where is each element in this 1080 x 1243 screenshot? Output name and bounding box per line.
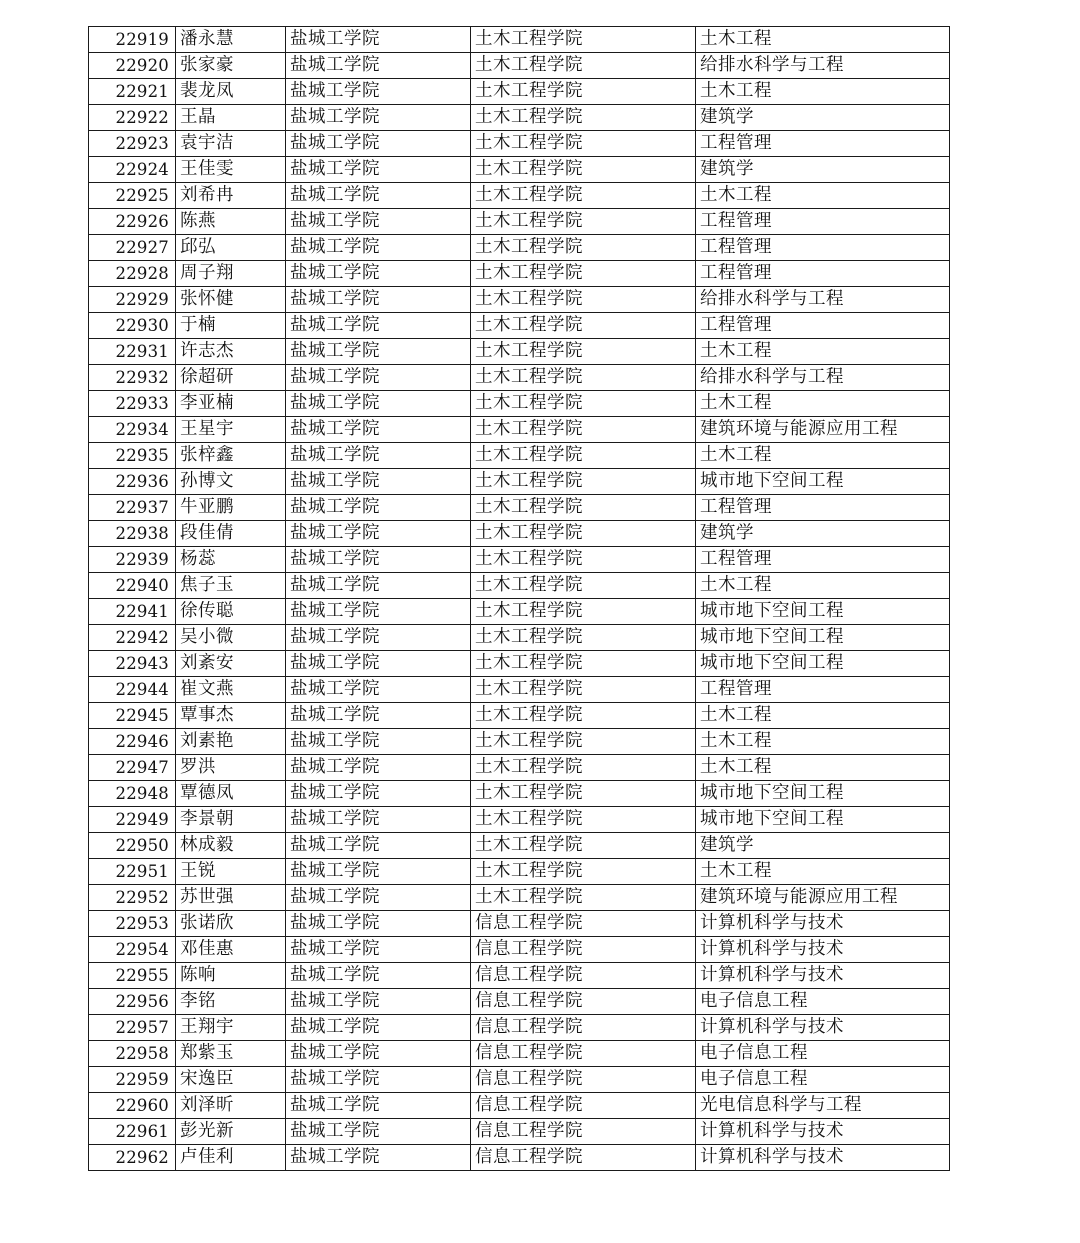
cell-college: 土木工程学院 [471, 183, 696, 209]
cell-id: 22951 [89, 859, 176, 885]
table-row [89, 157, 950, 183]
cell-name: 牛亚鹏 [176, 495, 286, 521]
cell-name: 徐传聪 [176, 599, 286, 625]
cell-school: 盐城工学院 [286, 703, 471, 729]
cell-college: 土木工程学院 [471, 807, 696, 833]
cell-school: 盐城工学院 [286, 911, 471, 937]
table-row [89, 417, 950, 443]
cell-college: 土木工程学院 [471, 443, 696, 469]
cell-school: 盐城工学院 [286, 209, 471, 235]
cell-major: 建筑环境与能源应用工程 [696, 885, 950, 911]
cell-college: 信息工程学院 [471, 963, 696, 989]
cell-id: 22936 [89, 469, 176, 495]
table-row [89, 859, 950, 885]
cell-major: 建筑学 [696, 157, 950, 183]
cell-id: 22928 [89, 261, 176, 287]
cell-major: 城市地下空间工程 [696, 625, 950, 651]
cell-name: 刘泽昕 [176, 1093, 286, 1119]
cell-id: 22957 [89, 1015, 176, 1041]
cell-id: 22942 [89, 625, 176, 651]
table-row [89, 235, 950, 261]
table-row [89, 131, 950, 157]
cell-major: 计算机科学与技术 [696, 1119, 950, 1145]
cell-id: 22929 [89, 287, 176, 313]
cell-name: 徐超研 [176, 365, 286, 391]
cell-school: 盐城工学院 [286, 391, 471, 417]
cell-major: 计算机科学与技术 [696, 937, 950, 963]
cell-name: 李景朝 [176, 807, 286, 833]
cell-college: 土木工程学院 [471, 599, 696, 625]
cell-major: 电子信息工程 [696, 1067, 950, 1093]
cell-name: 王晶 [176, 105, 286, 131]
cell-major: 土木工程 [696, 859, 950, 885]
cell-college: 土木工程学院 [471, 157, 696, 183]
cell-id: 22959 [89, 1067, 176, 1093]
table-row [89, 911, 950, 937]
cell-id: 22950 [89, 833, 176, 859]
cell-school: 盐城工学院 [286, 781, 471, 807]
cell-major: 电子信息工程 [696, 989, 950, 1015]
table-row [89, 443, 950, 469]
cell-college: 土木工程学院 [471, 781, 696, 807]
cell-school: 盐城工学院 [286, 729, 471, 755]
table-row [89, 313, 950, 339]
table-row [89, 1015, 950, 1041]
cell-name: 吴小微 [176, 625, 286, 651]
student-list-table [88, 26, 950, 1171]
cell-college: 土木工程学院 [471, 105, 696, 131]
cell-school: 盐城工学院 [286, 547, 471, 573]
cell-college: 土木工程学院 [471, 755, 696, 781]
table-row [89, 391, 950, 417]
cell-major: 工程管理 [696, 131, 950, 157]
cell-school: 盐城工学院 [286, 1041, 471, 1067]
cell-name: 焦子玉 [176, 573, 286, 599]
cell-college: 土木工程学院 [471, 313, 696, 339]
cell-college: 土木工程学院 [471, 651, 696, 677]
cell-id: 22934 [89, 417, 176, 443]
cell-college: 土木工程学院 [471, 209, 696, 235]
cell-school: 盐城工学院 [286, 339, 471, 365]
cell-name: 崔文燕 [176, 677, 286, 703]
cell-school: 盐城工学院 [286, 313, 471, 339]
cell-major: 工程管理 [696, 495, 950, 521]
cell-name: 孙博文 [176, 469, 286, 495]
table-row [89, 651, 950, 677]
cell-name: 于楠 [176, 313, 286, 339]
cell-id: 22927 [89, 235, 176, 261]
cell-id: 22930 [89, 313, 176, 339]
cell-name: 陈响 [176, 963, 286, 989]
cell-name: 王星宇 [176, 417, 286, 443]
table-row [89, 495, 950, 521]
cell-name: 刘素艳 [176, 729, 286, 755]
table-row [89, 625, 950, 651]
table-row [89, 469, 950, 495]
cell-school: 盐城工学院 [286, 183, 471, 209]
cell-college: 土木工程学院 [471, 235, 696, 261]
cell-name: 杨蕊 [176, 547, 286, 573]
cell-school: 盐城工学院 [286, 859, 471, 885]
table-row [89, 703, 950, 729]
cell-major: 城市地下空间工程 [696, 469, 950, 495]
cell-major: 城市地下空间工程 [696, 651, 950, 677]
cell-school: 盐城工学院 [286, 1093, 471, 1119]
cell-id: 22941 [89, 599, 176, 625]
cell-college: 土木工程学院 [471, 859, 696, 885]
cell-name: 王佳雯 [176, 157, 286, 183]
cell-name: 潘永慧 [176, 27, 286, 53]
cell-name: 刘希冉 [176, 183, 286, 209]
cell-id: 22955 [89, 963, 176, 989]
table-row [89, 729, 950, 755]
cell-name: 张诺欣 [176, 911, 286, 937]
cell-school: 盐城工学院 [286, 1119, 471, 1145]
cell-name: 段佳倩 [176, 521, 286, 547]
cell-college: 土木工程学院 [471, 521, 696, 547]
cell-name: 郑紫玉 [176, 1041, 286, 1067]
table-row [89, 79, 950, 105]
cell-name: 王锐 [176, 859, 286, 885]
cell-school: 盐城工学院 [286, 937, 471, 963]
cell-major: 土木工程 [696, 27, 950, 53]
cell-college: 土木工程学院 [471, 547, 696, 573]
cell-college: 土木工程学院 [471, 79, 696, 105]
cell-school: 盐城工学院 [286, 261, 471, 287]
cell-school: 盐城工学院 [286, 287, 471, 313]
cell-college: 土木工程学院 [471, 391, 696, 417]
table-row [89, 209, 950, 235]
cell-major: 土木工程 [696, 391, 950, 417]
table-row [89, 599, 950, 625]
cell-id: 22932 [89, 365, 176, 391]
cell-college: 土木工程学院 [471, 339, 696, 365]
cell-name: 裴龙凤 [176, 79, 286, 105]
table-row [89, 807, 950, 833]
cell-name: 王翔宇 [176, 1015, 286, 1041]
cell-name: 刘紊安 [176, 651, 286, 677]
cell-school: 盐城工学院 [286, 53, 471, 79]
cell-id: 22924 [89, 157, 176, 183]
cell-id: 22920 [89, 53, 176, 79]
cell-id: 22961 [89, 1119, 176, 1145]
cell-name: 陈燕 [176, 209, 286, 235]
cell-major: 工程管理 [696, 209, 950, 235]
cell-college: 土木工程学院 [471, 131, 696, 157]
cell-name: 邱弘 [176, 235, 286, 261]
cell-college: 土木工程学院 [471, 417, 696, 443]
table-row [89, 781, 950, 807]
cell-school: 盐城工学院 [286, 27, 471, 53]
table-row [89, 937, 950, 963]
cell-major: 工程管理 [696, 235, 950, 261]
cell-major: 工程管理 [696, 313, 950, 339]
cell-college: 土木工程学院 [471, 729, 696, 755]
cell-major: 土木工程 [696, 703, 950, 729]
cell-id: 22922 [89, 105, 176, 131]
cell-id: 22926 [89, 209, 176, 235]
cell-name: 卢佳利 [176, 1145, 286, 1171]
cell-college: 信息工程学院 [471, 1041, 696, 1067]
cell-id: 22952 [89, 885, 176, 911]
cell-id: 22931 [89, 339, 176, 365]
cell-school: 盐城工学院 [286, 1015, 471, 1041]
table-row [89, 677, 950, 703]
cell-id: 22945 [89, 703, 176, 729]
table-row [89, 1041, 950, 1067]
cell-major: 土木工程 [696, 729, 950, 755]
cell-college: 信息工程学院 [471, 1119, 696, 1145]
cell-major: 建筑学 [696, 105, 950, 131]
cell-name: 周子翔 [176, 261, 286, 287]
cell-school: 盐城工学院 [286, 573, 471, 599]
cell-id: 22940 [89, 573, 176, 599]
table-row [89, 339, 950, 365]
cell-college: 信息工程学院 [471, 1145, 696, 1171]
cell-major: 工程管理 [696, 677, 950, 703]
cell-school: 盐城工学院 [286, 469, 471, 495]
cell-college: 土木工程学院 [471, 287, 696, 313]
table-row [89, 1067, 950, 1093]
cell-school: 盐城工学院 [286, 443, 471, 469]
cell-major: 计算机科学与技术 [696, 963, 950, 989]
cell-major: 给排水科学与工程 [696, 287, 950, 313]
cell-school: 盐城工学院 [286, 521, 471, 547]
cell-school: 盐城工学院 [286, 235, 471, 261]
cell-school: 盐城工学院 [286, 989, 471, 1015]
table-row [89, 547, 950, 573]
cell-college: 土木工程学院 [471, 53, 696, 79]
table-row [89, 885, 950, 911]
cell-major: 土木工程 [696, 339, 950, 365]
cell-id: 22960 [89, 1093, 176, 1119]
cell-college: 土木工程学院 [471, 365, 696, 391]
cell-college: 土木工程学院 [471, 261, 696, 287]
cell-major: 电子信息工程 [696, 1041, 950, 1067]
cell-name: 覃事杰 [176, 703, 286, 729]
table-row [89, 521, 950, 547]
cell-major: 计算机科学与技术 [696, 1145, 950, 1171]
cell-name: 许志杰 [176, 339, 286, 365]
cell-name: 彭光新 [176, 1119, 286, 1145]
cell-school: 盐城工学院 [286, 625, 471, 651]
cell-id: 22956 [89, 989, 176, 1015]
cell-college: 信息工程学院 [471, 1015, 696, 1041]
cell-college: 土木工程学院 [471, 625, 696, 651]
table-row [89, 989, 950, 1015]
cell-id: 22946 [89, 729, 176, 755]
cell-school: 盐城工学院 [286, 157, 471, 183]
cell-id: 22939 [89, 547, 176, 573]
cell-id: 22954 [89, 937, 176, 963]
cell-id: 22944 [89, 677, 176, 703]
cell-id: 22921 [89, 79, 176, 105]
table-row [89, 833, 950, 859]
cell-college: 信息工程学院 [471, 1093, 696, 1119]
cell-college: 土木工程学院 [471, 495, 696, 521]
cell-name: 张家豪 [176, 53, 286, 79]
cell-school: 盐城工学院 [286, 417, 471, 443]
cell-school: 盐城工学院 [286, 963, 471, 989]
cell-id: 22947 [89, 755, 176, 781]
table-row [89, 183, 950, 209]
cell-id: 22925 [89, 183, 176, 209]
cell-school: 盐城工学院 [286, 79, 471, 105]
table-row [89, 27, 950, 53]
cell-major: 土木工程 [696, 79, 950, 105]
cell-school: 盐城工学院 [286, 1067, 471, 1093]
table-row [89, 53, 950, 79]
cell-school: 盐城工学院 [286, 495, 471, 521]
cell-id: 22948 [89, 781, 176, 807]
cell-name: 李亚楠 [176, 391, 286, 417]
cell-id: 22958 [89, 1041, 176, 1067]
cell-name: 宋逸臣 [176, 1067, 286, 1093]
cell-name: 罗洪 [176, 755, 286, 781]
cell-major: 城市地下空间工程 [696, 599, 950, 625]
table-row [89, 963, 950, 989]
cell-major: 建筑学 [696, 521, 950, 547]
cell-name: 李铭 [176, 989, 286, 1015]
cell-school: 盐城工学院 [286, 885, 471, 911]
cell-school: 盐城工学院 [286, 1145, 471, 1171]
cell-major: 建筑学 [696, 833, 950, 859]
cell-id: 22962 [89, 1145, 176, 1171]
cell-id: 22943 [89, 651, 176, 677]
cell-major: 工程管理 [696, 547, 950, 573]
cell-id: 22919 [89, 27, 176, 53]
cell-school: 盐城工学院 [286, 105, 471, 131]
cell-college: 土木工程学院 [471, 27, 696, 53]
cell-school: 盐城工学院 [286, 651, 471, 677]
cell-college: 信息工程学院 [471, 989, 696, 1015]
cell-id: 22935 [89, 443, 176, 469]
cell-college: 土木工程学院 [471, 833, 696, 859]
cell-name: 邓佳惠 [176, 937, 286, 963]
cell-major: 给排水科学与工程 [696, 53, 950, 79]
cell-major: 土木工程 [696, 183, 950, 209]
cell-school: 盐城工学院 [286, 599, 471, 625]
cell-id: 22923 [89, 131, 176, 157]
table-row [89, 365, 950, 391]
table-row [89, 573, 950, 599]
cell-major: 城市地下空间工程 [696, 781, 950, 807]
cell-college: 信息工程学院 [471, 937, 696, 963]
cell-name: 覃德凤 [176, 781, 286, 807]
cell-major: 给排水科学与工程 [696, 365, 950, 391]
table-row [89, 755, 950, 781]
cell-school: 盐城工学院 [286, 131, 471, 157]
cell-school: 盐城工学院 [286, 807, 471, 833]
cell-id: 22933 [89, 391, 176, 417]
cell-name: 张怀健 [176, 287, 286, 313]
cell-school: 盐城工学院 [286, 677, 471, 703]
cell-college: 土木工程学院 [471, 885, 696, 911]
cell-college: 土木工程学院 [471, 469, 696, 495]
cell-school: 盐城工学院 [286, 833, 471, 859]
cell-college: 土木工程学院 [471, 573, 696, 599]
cell-major: 工程管理 [696, 261, 950, 287]
table-row [89, 287, 950, 313]
cell-major: 土木工程 [696, 573, 950, 599]
table-row [89, 1119, 950, 1145]
cell-college: 土木工程学院 [471, 703, 696, 729]
table-row [89, 1145, 950, 1171]
cell-id: 22949 [89, 807, 176, 833]
table-row [89, 105, 950, 131]
cell-name: 苏世强 [176, 885, 286, 911]
cell-id: 22953 [89, 911, 176, 937]
cell-major: 计算机科学与技术 [696, 911, 950, 937]
cell-name: 林成毅 [176, 833, 286, 859]
cell-school: 盐城工学院 [286, 365, 471, 391]
cell-major: 建筑环境与能源应用工程 [696, 417, 950, 443]
cell-major: 土木工程 [696, 443, 950, 469]
cell-college: 土木工程学院 [471, 677, 696, 703]
table-body [89, 27, 950, 1171]
cell-major: 计算机科学与技术 [696, 1015, 950, 1041]
table-row [89, 1093, 950, 1119]
table-row [89, 261, 950, 287]
cell-college: 信息工程学院 [471, 1067, 696, 1093]
cell-id: 22937 [89, 495, 176, 521]
cell-major: 城市地下空间工程 [696, 807, 950, 833]
cell-major: 土木工程 [696, 755, 950, 781]
cell-college: 信息工程学院 [471, 911, 696, 937]
cell-school: 盐城工学院 [286, 755, 471, 781]
cell-id: 22938 [89, 521, 176, 547]
cell-name: 袁宇洁 [176, 131, 286, 157]
cell-name: 张梓鑫 [176, 443, 286, 469]
cell-major: 光电信息科学与工程 [696, 1093, 950, 1119]
